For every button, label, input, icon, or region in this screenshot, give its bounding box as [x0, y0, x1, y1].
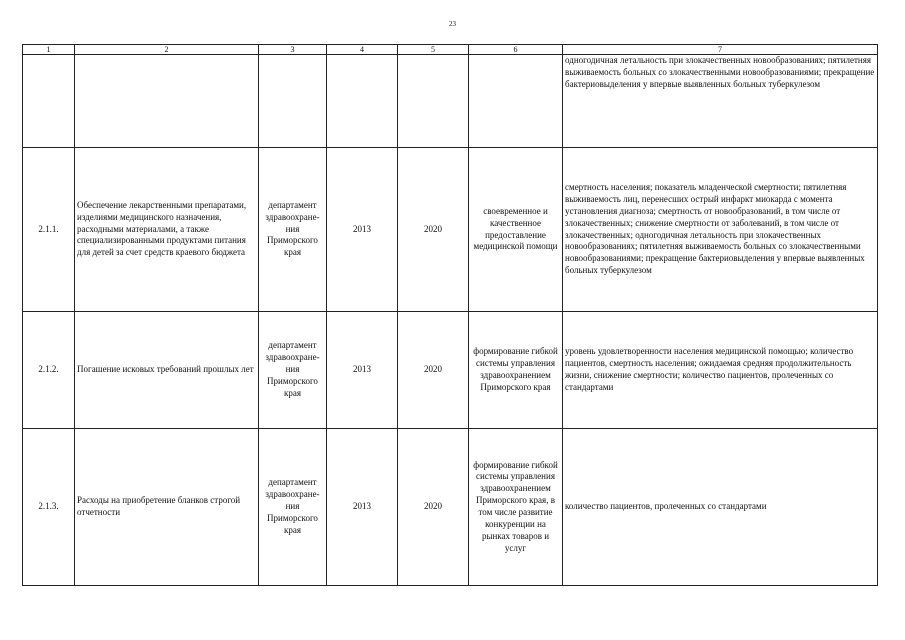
- activity-name: Обеспечение лекарственными препаратами, изделиями медицинского назначения, расходными материалами, а также специализированными продуктами питания для детей за счет средств краевого бюджета: [75, 148, 259, 312]
- table-row: [23, 312, 878, 429]
- expected-result: формирование гибкой системы управления здравоохранением Приморского края, в том числе развитие конкуренции на рынках товаров и услуг: [469, 429, 563, 586]
- header-cell: 6: [469, 45, 563, 55]
- table-row: [23, 148, 878, 312]
- empty-cell: [259, 55, 327, 148]
- header-cell: 4: [327, 45, 398, 55]
- empty-cell: [75, 55, 259, 148]
- program-activities-table: [22, 44, 878, 586]
- activity-name: Погашение исковых требований прошлых лет: [75, 312, 259, 429]
- header-cell: 1: [23, 45, 75, 55]
- end-year: 2020: [398, 148, 469, 312]
- indicators-cell: количество пациентов, пролеченных со стандартами: [563, 429, 878, 586]
- end-year: 2020: [398, 312, 469, 429]
- responsible-department: департамент здравоохране-ния Приморского края: [259, 312, 327, 429]
- empty-cell: [469, 55, 563, 148]
- table-row-continuation: [23, 55, 878, 148]
- header-cell: 7: [563, 45, 878, 55]
- indicators-cell: уровень удовлетворенности населения медицинской помощью; количество пациентов, смертность населения; ожидаемая средняя продолжительность жизни, снижение смертности; количество пациентов, пролеченных со стандартами: [563, 312, 878, 429]
- expected-result: формирование гибкой системы управления здравоохранением Приморского края: [469, 312, 563, 429]
- activity-name: Расходы на приобретение бланков строгой отчетности: [75, 429, 259, 586]
- item-number: 2.1.3.: [23, 429, 75, 586]
- header-cell: 3: [259, 45, 327, 55]
- empty-cell: [23, 55, 75, 148]
- responsible-department: департамент здравоохране-ния Приморского края: [259, 148, 327, 312]
- page-number: 23: [449, 20, 456, 28]
- indicators-cell: смертность населения; показатель младенческой смертности; пятилетняя выживаемость лиц, перенесших острый инфаркт миокарда с момента установления диагноза; смертность от новообразований, в том числе от злокачественных; снижение смертности от заболеваний, в том числе от злокачественных; одногодичная летальность при злокачественных новообразованиях; пятилетняя выживаемость больных со злокачественными новообразованиями; прекращение бактериовыделения у впервые выявленных больных туберкулезом: [563, 148, 878, 312]
- empty-cell: [327, 55, 398, 148]
- indicators-cell: одногодичная летальность при злокачественных новообразованиях; пятилетняя выживаемость больных со злокачественными новообразованиями; прекращение бактериовыделения у впервые выявленных больных туберкулезом: [563, 55, 878, 148]
- expected-result: своевременное и качественное предоставление медицинской помощи: [469, 148, 563, 312]
- empty-cell: [398, 55, 469, 148]
- header-cell: 5: [398, 45, 469, 55]
- header-cell: 2: [75, 45, 259, 55]
- end-year: 2020: [398, 429, 469, 586]
- header-row: [23, 45, 878, 55]
- item-number: 2.1.1.: [23, 148, 75, 312]
- table-row: [23, 429, 878, 586]
- start-year: 2013: [327, 312, 398, 429]
- item-number: 2.1.2.: [23, 312, 75, 429]
- responsible-department: департамент здравоохране-ния Приморского края: [259, 429, 327, 586]
- start-year: 2013: [327, 148, 398, 312]
- start-year: 2013: [327, 429, 398, 586]
